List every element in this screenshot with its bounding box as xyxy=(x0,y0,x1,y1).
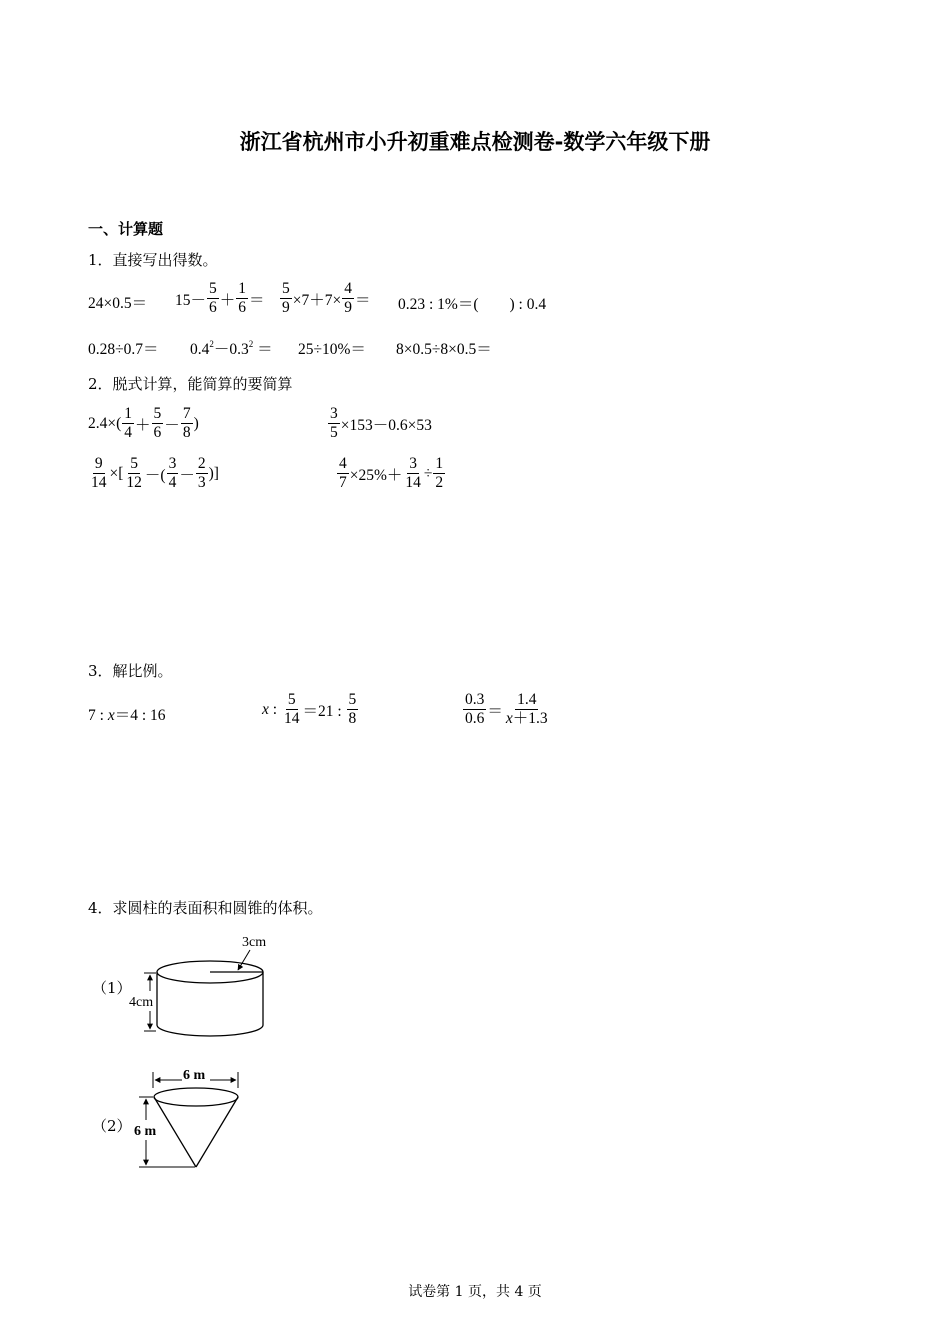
q1-item-e: 0.28÷0.7＝ xyxy=(88,341,159,358)
page-footer: 试卷第 1 页，共 4 页 xyxy=(408,1284,542,1300)
q3-item-b: x : $\frac{5}{14}$ ＝21 : $\frac{5}{8}$ xyxy=(262,691,357,728)
q1-item-d: 0.23 : 1%＝( ) : 0.4 xyxy=(398,296,547,313)
cone-height-label: 6 m xyxy=(134,1124,157,1139)
q2-item-d: $\frac{4}{7}$ ×25%＋ $\frac{3}{14}$ ÷ $\frac{1}{2}$ xyxy=(339,455,444,492)
fraction: $\frac{1.4}{x+1.3}$ xyxy=(505,691,548,728)
question-4-prompt: 4．求圆柱的表面积和圆锥的体积。 xyxy=(88,899,323,917)
fraction: $\frac{4}{9}$ xyxy=(344,280,352,317)
q2-item-a: 2.4×( $\frac{1}{4}$ ＋ $\frac{5}{6}$ － $\frac{7}{8}$ ) xyxy=(88,405,199,442)
fraction: $\frac{1}{4}$ xyxy=(124,405,133,442)
fraction: $\frac{5}{14}$ xyxy=(283,691,300,728)
q3-item-a: 7 : x＝4 : 16 xyxy=(88,707,166,724)
cone-figure xyxy=(125,1060,255,1175)
q1-item-a xyxy=(88,290,147,314)
question-1-prompt: 1．直接写出得数。 xyxy=(88,251,218,269)
question-2-prompt: 2．脱式计算，能简算的要简算 xyxy=(88,375,293,393)
q1a-text: 24×0.5＝ xyxy=(88,295,148,312)
fraction: $\frac{7}{8}$ xyxy=(182,405,191,442)
fraction: $\frac{3}{5}$ xyxy=(330,405,338,442)
fraction: $\frac{5}{6}$ xyxy=(209,280,217,317)
fraction: $\frac{3}{4}$ xyxy=(168,455,177,492)
fraction: $\frac{0.3}{0.6}$ xyxy=(465,691,485,728)
cylinder-radius-label: 3cm xyxy=(242,935,267,950)
fraction: $\frac{5}{9}$ xyxy=(282,280,290,317)
section-heading-calculation: 一、计算题 xyxy=(88,220,164,238)
q1-item-h: 8×0.5÷8×0.5＝ xyxy=(396,341,492,358)
fraction: $\frac{3}{14}$ xyxy=(405,455,421,492)
page-title: 浙江省杭州市小升初重难点检测卷-数学六年级下册 xyxy=(239,130,711,154)
q1-item-g: 25÷10%＝ xyxy=(298,341,366,358)
fraction: $\frac{5}{8}$ xyxy=(348,691,357,728)
fraction: $\frac{5}{12}$ xyxy=(126,455,142,492)
fraction: $\frac{9}{14}$ xyxy=(91,455,107,492)
figure-1-label: （1） xyxy=(92,979,132,997)
q2-item-b: $\frac{3}{5}$ ×153－0.6×53 xyxy=(330,405,432,442)
fraction: $\frac{1}{2}$ xyxy=(435,455,444,492)
figure-2-label: （2） xyxy=(92,1117,132,1135)
cone-diameter-label: 6 m xyxy=(183,1068,206,1083)
cylinder-height-label: 4cm xyxy=(129,995,154,1010)
fraction: $\frac{1}{6}$ xyxy=(238,280,247,317)
fraction: $\frac{2}{3}$ xyxy=(197,455,206,492)
q3-item-c: $\frac{0.3}{0.6}$ ＝ $\frac{1.4}{x+1.3}$ xyxy=(465,691,548,728)
cylinder-figure xyxy=(120,925,290,1045)
q1-item-c: $\frac{5}{9}$ ×7＋7× $\frac{4}{9}$ ＝ xyxy=(282,280,371,317)
q2-item-c: $\frac{9}{14}$ ×[ $\frac{5}{12}$ －( $\frac{3}{4}$ － $\frac{2}{3}$ )] xyxy=(91,455,219,492)
fraction: $\frac{4}{7}$ xyxy=(339,455,347,492)
q1-item-f: $0.4^2-0.3^2$ ＝ xyxy=(190,339,273,358)
q1-item-b: 15－ $\frac{5}{6}$ ＋ $\frac{1}{6}$ ＝ xyxy=(175,280,265,317)
question-3-prompt: 3．解比例。 xyxy=(88,662,173,680)
fraction: $\frac{5}{6}$ xyxy=(153,405,162,442)
